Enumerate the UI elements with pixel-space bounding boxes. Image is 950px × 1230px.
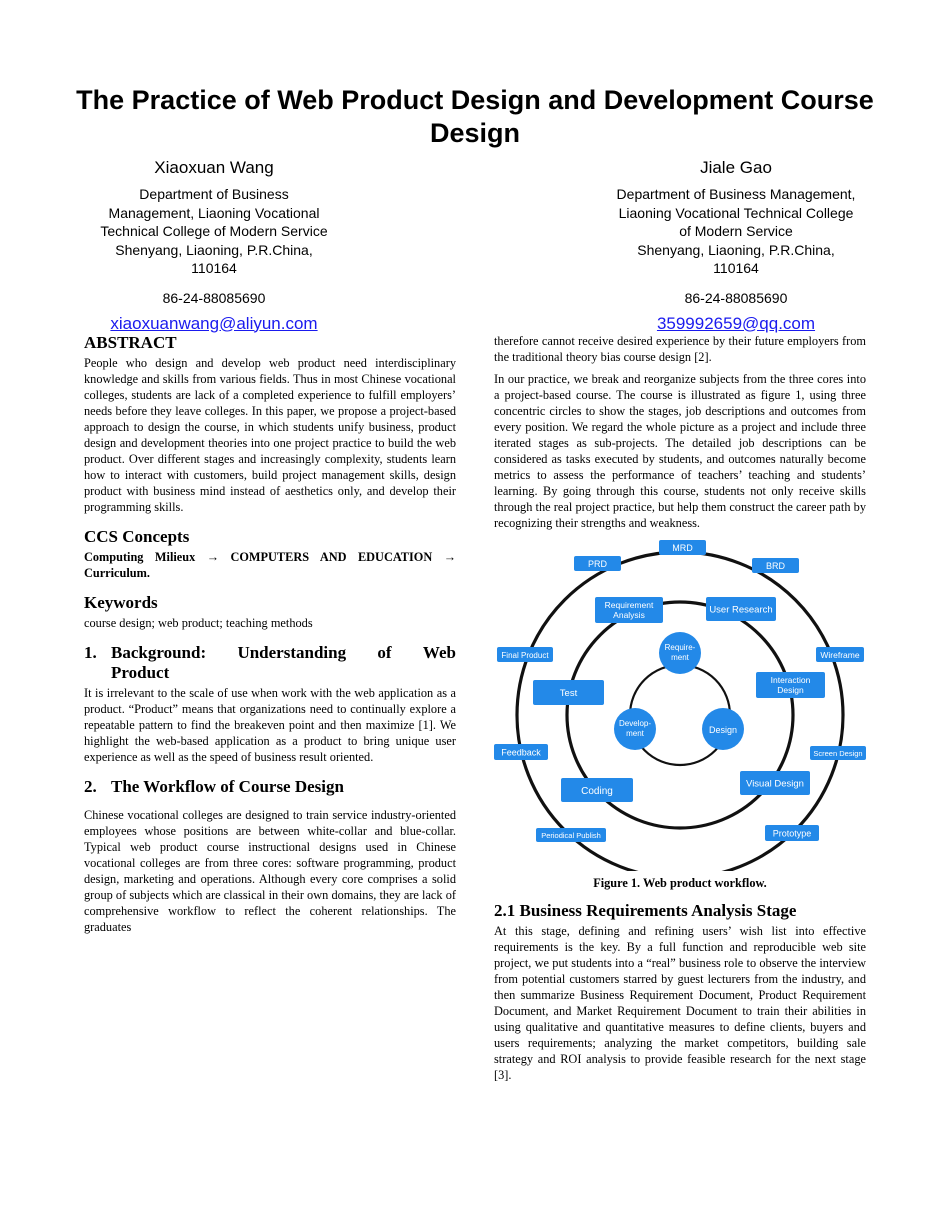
section-title: The Workflow of Course Design <box>111 777 344 796</box>
affiliation-line: Technical College of Modern Service <box>100 223 328 239</box>
section-title <box>111 643 456 683</box>
middle-box-visual-design <box>740 771 810 795</box>
author-phone: 86-24-88085690 <box>684 289 788 306</box>
author-email-link[interactable]: xiaoxuanwang@aliyun.com <box>110 313 318 333</box>
section-2-1-text: At this stage, defining and refining users’ wish list into effective requirements is the key. By a full function and reproducible web site project, we put students into a “real” business role to observe the interview from potential customers starred by guest lecturers from the industry, and then summarize Business Requirement Document, Product Requirement Document, and Market Requirement Document to train their abilities in using qualitative and quantitative measures to define clients, buyers and users requirements; analyzing the market competitors, building sale strategy and ROI analysis to provide feasible research for the next stage [3]. <box>494 924 866 1082</box>
section-number: 1. <box>84 643 97 662</box>
middle-box-requirement-analysis <box>595 597 663 623</box>
section-2-1-heading: 2.1 Business Requirements Analysis Stage <box>494 901 797 920</box>
author-block-1 <box>72 157 356 335</box>
outer-label: MRD <box>672 543 693 553</box>
outer-box-brd <box>752 558 799 573</box>
outer-box-periodical-publish <box>536 828 606 842</box>
keywords-text: course design; web product; teaching methods <box>84 616 313 630</box>
paper-title: The Practice of Web Product Design and Development Course Design <box>76 85 874 148</box>
middle-label: Analysis <box>613 610 645 620</box>
middle-box-interaction-design <box>756 672 825 698</box>
author-affiliation <box>594 185 878 278</box>
author-block-2 <box>594 157 878 335</box>
author-name: Jiale Gao <box>700 158 772 177</box>
inner-node-development <box>614 708 656 750</box>
outer-label: Final Product <box>501 651 549 660</box>
affiliation-line: Shenyang, Liaoning, P.R.China, <box>115 241 313 258</box>
section-1-text: It is irrelevant to the scale of use when work with the web application as a product. “Product” means that organizations need to continually explore a repeatable pattern to find the breakeven point and then maximize [1]. We highlight the web-based application as a product to bring unique user experience as well as the speed of business result oriented. <box>84 686 456 764</box>
middle-box-coding <box>561 778 633 802</box>
figure-caption: Figure 1. Web product workflow. <box>593 876 767 890</box>
middle-label: Design <box>777 685 804 695</box>
middle-label: Requirement <box>604 600 654 610</box>
keywords-heading: Keywords <box>84 593 158 612</box>
abstract-text: People who design and develop web product need interdisciplinary knowledge and skills from various fields. Thus in most Chinese vocational colleges, students are lack of a completed experience to fulfill employers’ needs before they leave colleges. In this paper, we propose a project-based approach to design the course, in which students unify business, product design and development theories into one project practice to build the web product. Over different stages and increasingly complexity, students learn how to interact with customers, build project management skills, design product with business mind instead of aesthetics only, and develop their programming skills. <box>84 356 456 514</box>
outer-box-prototype <box>765 825 819 841</box>
left-column <box>84 333 456 941</box>
inner-label: Design <box>708 725 738 735</box>
affiliation-line: Shenyang, Liaoning, P.R.China, <box>637 241 835 258</box>
workflow-figure <box>494 537 866 871</box>
outer-label: Wireframe <box>820 650 860 660</box>
outer-label: Feedback <box>501 747 541 758</box>
section-1-heading <box>84 643 456 683</box>
title-word: Web <box>422 643 456 662</box>
title-word: Background: <box>111 643 207 662</box>
course-paragraph: In our practice, we break and reorganize subjects from the three cores into a project-based course. The course is illustrated as figure 1, using three concentric circles to show the stages, job descriptions and outcomes from every position. We regard the whole picture as a project and include three iterated stages as sub-projects. The detailed job descriptions can be considered as tasks executed by students, and outcomes naturally become metrics to assess the performance of teachers’ teaching and students’ learning. By going through this course, students not only receive skills through the real project practice, but help them construct the career path by recognizing their strengths and weakness. <box>494 372 866 530</box>
section-2-text: Chinese vocational colleges are designed to train service industry-oriented employees whose positions are between white-collar and blue-collar. Typical web product course instructional designs used in Chinese vocational colleges are from three cores: software programming, product design, marketing and operations. Although every core comprises a solid group of subjects which are classical in their own domains, they are lack of comprehensive workflow to reflect the coherent relationships. The graduates <box>84 808 456 934</box>
author-phone: 86-24-88085690 <box>162 289 266 306</box>
section-number: 2. <box>84 777 97 796</box>
title-word: of <box>377 643 392 662</box>
middle-box-test <box>533 680 604 705</box>
section-2-heading <box>84 777 456 797</box>
inner-node-requirement <box>659 632 701 674</box>
middle-label: User Research <box>709 604 773 616</box>
title-word: Product <box>111 663 170 682</box>
outer-label: Screen Design <box>813 749 863 758</box>
inner-label: ment <box>626 729 644 738</box>
inner-label: Develop- <box>618 719 652 728</box>
affiliation-line: 110164 <box>713 260 759 276</box>
author-email-link[interactable]: 359992659@qq.com <box>656 313 816 333</box>
ccs-text: Computing Milieux → COMPUTERS AND EDUCATION → Curriculum. <box>84 550 456 580</box>
author-name: Xiaoxuan Wang <box>154 158 274 177</box>
continued-paragraph: therefore cannot receive desired experience by their future employers from the traditional theory bias course design [2]. <box>494 334 866 364</box>
affiliation-line: of Modern Service <box>679 223 793 239</box>
affiliation-line: Liaoning Vocational Technical College <box>618 204 854 221</box>
outer-label: PRD <box>587 559 608 569</box>
outer-box-prd <box>574 556 621 571</box>
affiliation-line: Department of Business Management, <box>616 186 856 202</box>
affiliation-line: Department of Business <box>139 186 289 202</box>
outer-label: Periodical Publish <box>541 831 601 840</box>
outer-box-screen-design <box>810 746 866 760</box>
inner-label: ment <box>671 653 689 662</box>
outer-box-wireframe <box>816 647 864 662</box>
middle-label: Coding <box>581 786 613 797</box>
ccs-heading: CCS Concepts <box>84 527 190 546</box>
inner-node-design <box>702 708 744 750</box>
outer-label: Prototype <box>772 828 812 839</box>
author-affiliation <box>72 185 356 278</box>
middle-label: Test <box>559 688 578 699</box>
middle-label: Interaction <box>770 675 811 685</box>
right-column <box>494 333 866 1089</box>
title-word: Understanding <box>237 643 347 662</box>
middle-label: Visual Design <box>746 778 804 790</box>
affiliation-line: 110164 <box>191 260 237 276</box>
affiliation-line: Management, Liaoning Vocational <box>108 204 320 221</box>
outer-box-feedback <box>494 744 548 760</box>
inner-label: Require- <box>664 643 696 652</box>
outer-box-mrd <box>659 540 706 555</box>
abstract-heading: ABSTRACT <box>84 333 177 352</box>
outer-label: BRD <box>765 561 786 571</box>
outer-box-final-product <box>497 647 553 662</box>
middle-box-user-research <box>706 597 776 621</box>
